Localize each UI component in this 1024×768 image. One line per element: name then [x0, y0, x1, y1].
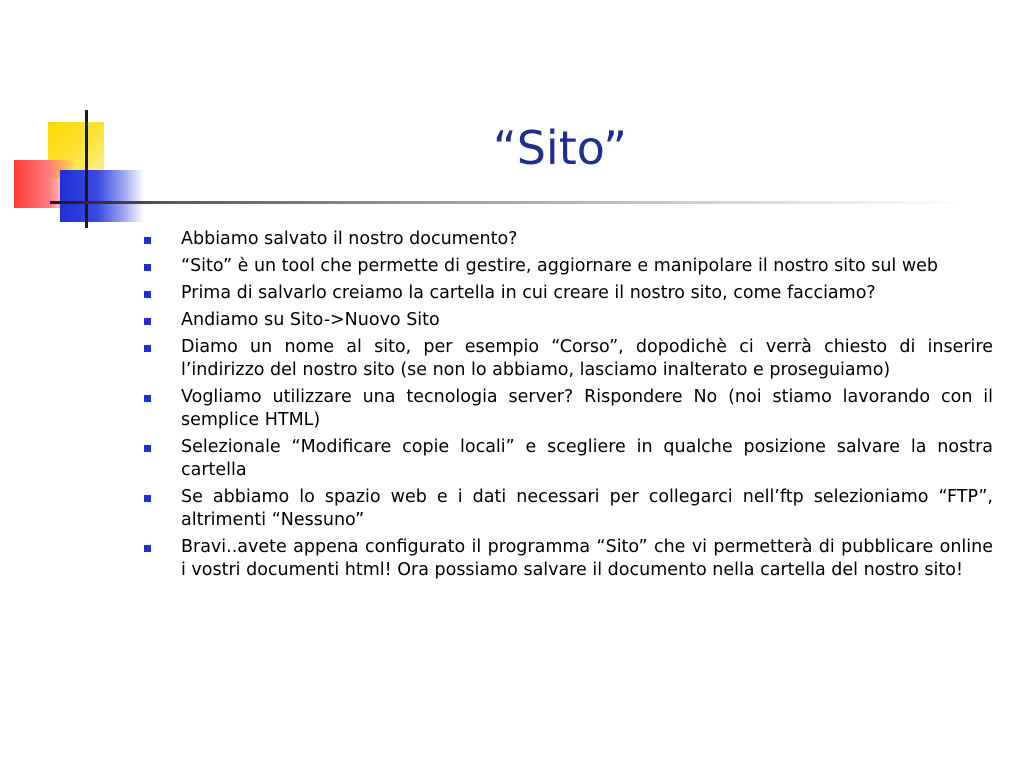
bullet-item: [140, 436, 993, 482]
bullet-text: Prima di salvarlo creiamo la cartella in cui creare il nostro sito, come facciamo?: [181, 283, 876, 303]
bullet-item: [140, 336, 993, 382]
bullet-item: [140, 309, 993, 332]
square-bullet-icon: [144, 345, 151, 352]
bullet-text: “Sito” è un tool che permette di gestire, aggiornare e manipolare il nostro sito sul web: [181, 256, 939, 276]
bullet-item: [140, 486, 993, 532]
square-bullet-icon: [144, 237, 151, 244]
bullet-item: [140, 282, 993, 305]
title-underline-rule: [60, 201, 970, 204]
square-bullet-icon: [144, 545, 151, 552]
vertical-line-decoration: [85, 110, 88, 228]
bullet-text: Bravi..avete appena configurato il programma “Sito” che vi permetterà di pubblicare online i vostri documenti html! Ora possiamo salvare il documento nella cartella del nostro sito!: [181, 537, 993, 580]
square-bullet-icon: [144, 445, 151, 452]
square-bullet-icon: [144, 264, 151, 271]
square-bullet-icon: [144, 291, 151, 298]
bullet-list: [140, 228, 993, 586]
square-bullet-icon: [144, 395, 151, 402]
bullet-item: [140, 536, 993, 582]
bullet-text: Selezionale “Modificare copie locali” e scegliere in qualche posizione salvare la nostra cartella: [181, 437, 993, 480]
bullet-item: [140, 255, 993, 278]
bullet-text: Se abbiamo lo spazio web e i dati necessari per collegarci nell’ftp selezioniamo “FTP”, altrimenti “Nessuno”: [181, 487, 993, 530]
bullet-text: Vogliamo utilizzare una tecnologia server? Rispondere No (noi stiamo lavorando con il semplice HTML): [181, 387, 993, 430]
square-bullet-icon: [144, 318, 151, 325]
bullet-item: [140, 386, 993, 432]
bullet-item: [140, 228, 993, 251]
square-bullet-icon: [144, 495, 151, 502]
bullet-text: Andiamo su Sito->Nuovo Sito: [181, 310, 440, 330]
slide-title: “Sito”: [492, 121, 628, 175]
bullet-text: Abbiamo salvato il nostro documento?: [181, 229, 518, 249]
blue-square-decoration: [60, 170, 144, 222]
bullet-text: Diamo un nome al sito, per esempio “Corso”, dopodichè ci verrà chiesto di inserire l’indirizzo del nostro sito (se non lo abbiamo, lasciamo inalterato e proseguiamo): [181, 337, 993, 380]
slide-logo-decoration: [0, 0, 160, 240]
